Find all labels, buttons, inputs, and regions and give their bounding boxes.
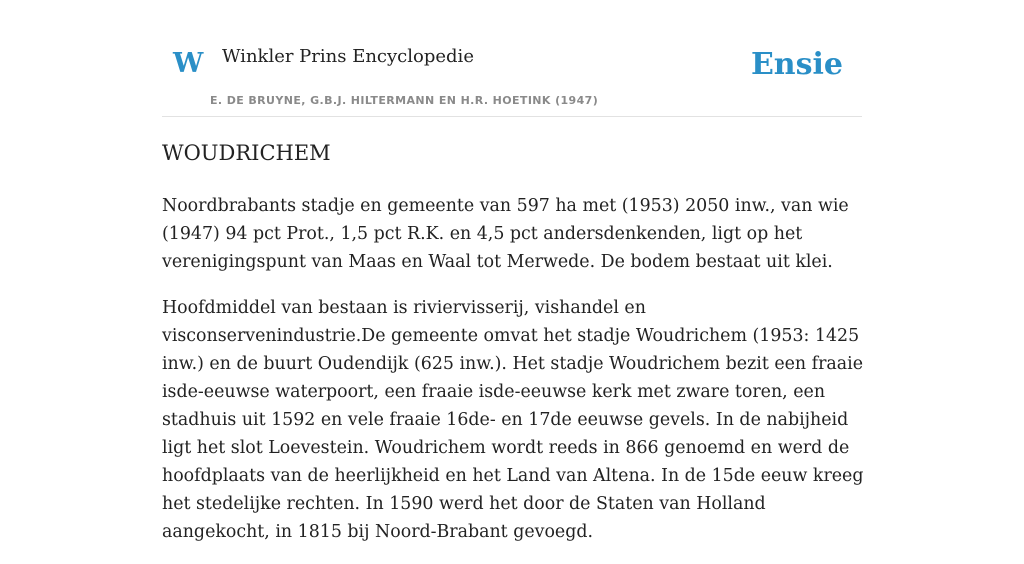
article-paragraph: Hoofdmiddel van bestaan is riviervisserij, vishandel en visconservenindustrie.De gemeente omvat het stadje Woudrichem (1953: 1425 inw.) en de buurt Oudendijk (625 inw.). Het stadje Woudrichem bezit een fraaie isde-eeuwse waterpoort, een fraaie isde-eeuwse kerk met zware toren, een stadhuis uit 1592 en vele fraaie 16de- en 17de eeuwse gevels. In de nabijheid ligt het slot Loevestein. Woudrichem wordt reeds in 866 genoemd en werd de hoofdplaats van de heerlijkheid en het Land van Altena. In de 15de eeuw kreeg het stedelijke rechten. In 1590 werd het door de Staten van Holland aangekocht, in 1815 bij Noord-Brabant gevoegd. bbox=[162, 298, 864, 542]
logo-icon[interactable]: W bbox=[173, 48, 204, 79]
article-body bbox=[162, 192, 864, 564]
brand-logo[interactable]: Ensie bbox=[750, 47, 843, 82]
article-title: WOUDRICHEM bbox=[162, 141, 331, 165]
site-header bbox=[162, 0, 862, 117]
authors-line: E. DE BRUYNE, G.B.J. HILTERMANN EN H.R. HOETINK (1947) bbox=[210, 94, 599, 107]
site-title[interactable]: Winkler Prins Encyclopedie bbox=[222, 46, 474, 67]
article-paragraph: Noordbrabants stadje en gemeente van 597 ha met (1953) 2050 inw., van wie (1947) 94 pct Prot., 1,5 pct R.K. en 4,5 pct andersdenkenden, ligt op het verenigingspunt van Maas en Waal tot Merwede. De bodem bestaat uit klei. bbox=[162, 196, 849, 272]
